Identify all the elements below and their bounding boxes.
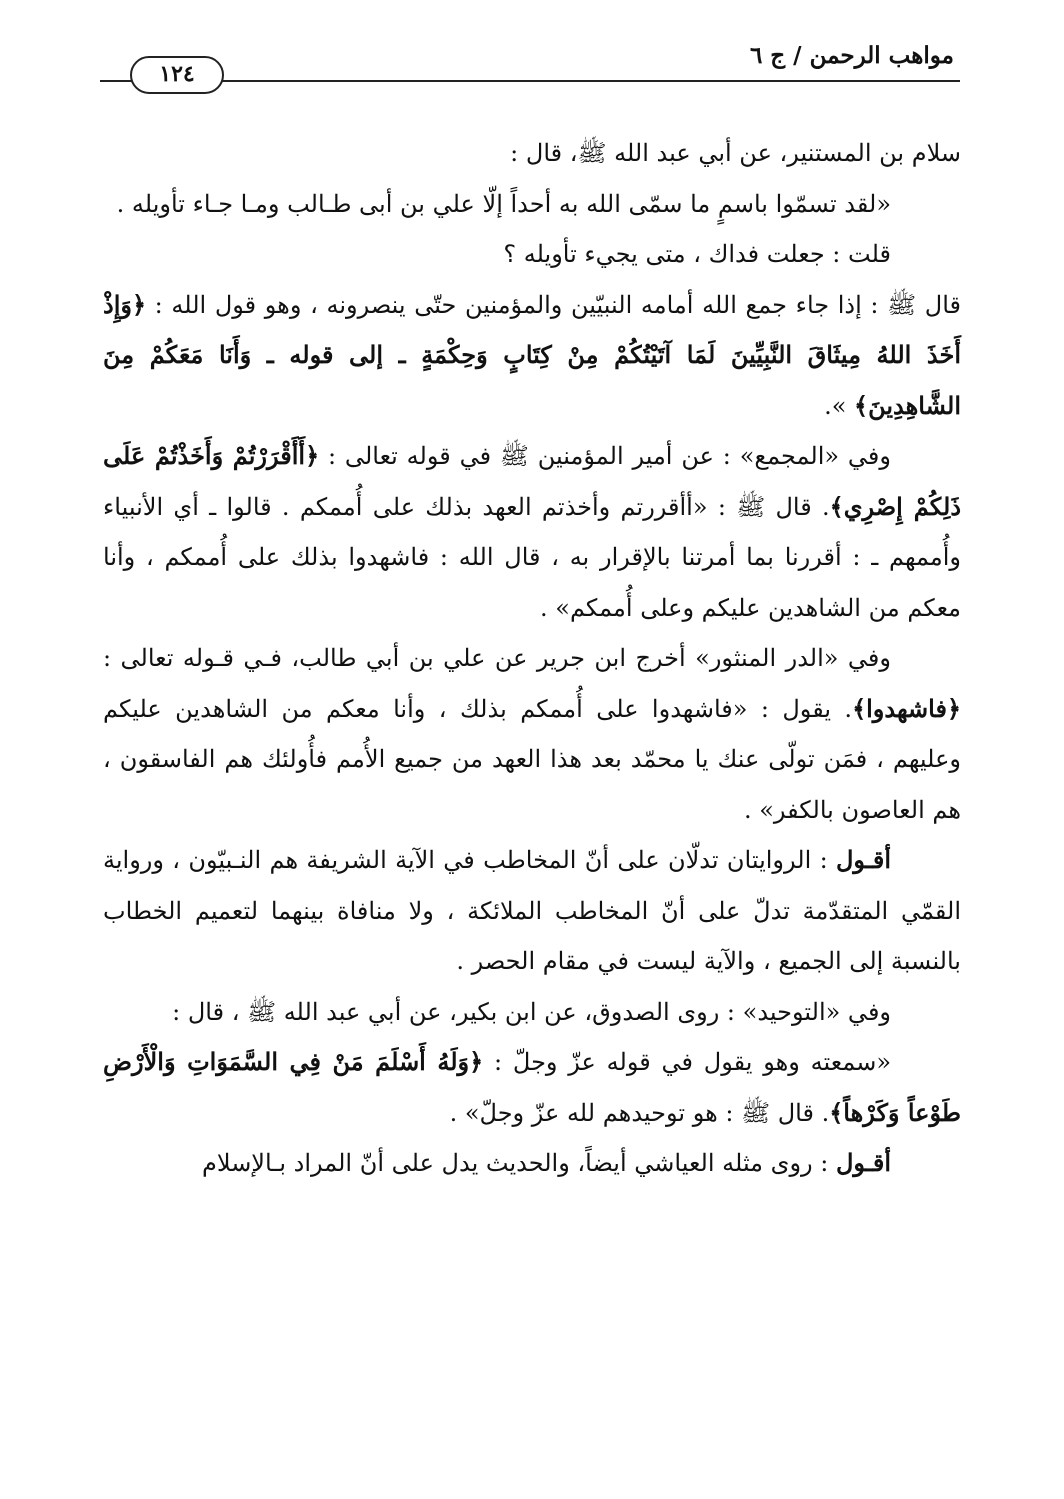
paragraph: [103, 229, 961, 280]
paragraph-text: «لقد تسمّوا باسمٍ ما سمّى الله به أحداً إلّا علي بن أبى طـالب ومـا جـاء تأويله .: [116, 189, 891, 218]
paragraph: [103, 179, 961, 230]
page-number: ١٢٤: [130, 56, 224, 94]
paragraph: [103, 987, 961, 1038]
paragraph-text: وفي «التوحيد» : روى الصدوق، عن ابن بكير، عن أبي عبد الله ﷺ ، قال :: [172, 997, 891, 1026]
paragraph-text: سلام بن المستنير، عن أبي عبد الله ﷺ، قال :: [510, 139, 961, 167]
paragraph-text: : روى مثله العياشي أيضاً، والحديث يدل على أنّ المراد بـالإسلام: [202, 1149, 836, 1177]
running-title: مواهب الرحمن / ج ٦: [749, 42, 954, 69]
paragraph: [103, 431, 961, 633]
paragraph: [103, 835, 961, 987]
paragraph: [103, 280, 961, 432]
paragraph-lead: أقـول: [835, 1148, 891, 1177]
paragraph-lead: أقـول: [835, 845, 891, 874]
paragraph-text: : الروايتان تدلّان على أنّ المخاطب في الآية الشريفة هم النـبيّون ، ورواية القمّي المتقدّمة تدلّ على أنّ المخاطب الملائكة ، ولا منافاة بينهما لتعميم الخطاب بالنسبة إلى الجميع ، والآية ليست في مقام الحصر .: [103, 846, 961, 975]
paragraph-text: «سمعته وهو يقول في قوله عزّ وجلّ :: [483, 1048, 892, 1076]
quran-verse: ﴿أَأَقْرَرْتُمْ وَأَخَذْتُمْ عَلَى ذَلِكُمْ إِصْرِي﴾: [103, 441, 962, 521]
paragraph-text: . قال ﷺ : هو توحيدهم لله عزّ وجلّ» .: [449, 1098, 830, 1127]
paragraph-text: . قال ﷺ : «أأقررتم وأخذتم العهد بذلك على أُممكم . قالوا ـ أي الأنبياء وأُممهم ـ : أقررنا بما أمرتنا بالإقرار به ، قال الله : فاشهدوا بذلك على أُممكم ، وأنا معكم من الشاهدين عليكم وعلى أُممكم» .: [103, 492, 961, 622]
paragraph-text: . يقول : «فاشهدوا على أُممكم بذلك ، وأنا معكم من الشاهدين عليكم وعليهم ، فمَن تولّى عنك يا محمّد بعد هذا العهد من جميع الأُمم فأُولئك هم الفاسقون ، هم العاصون بالكفر» .: [103, 694, 961, 824]
paragraph-text: وفي «الدر المنثور» أخرج ابن جرير عن علي بن أبي طالب، فـي قـوله تعالى :: [103, 644, 891, 672]
paragraph-text: قال ﷺ : إذا جاء جمع الله أمامه النبيّين والمؤمنين حتّى ينصرونه ، وهو قول الله :: [146, 290, 961, 319]
header-rule: [100, 80, 960, 82]
paragraph-text: وفي «المجمع» : عن أمير المؤمنين ﷺ في قوله تعالى :: [319, 442, 891, 470]
quran-verse: ﴿وَإِذْ أَخَذَ اللهُ مِيثَاقَ النَّبِيِّينَ لَمَا آتَيْتُكُمْ مِنْ كِتَابٍ وَحِكْمَةٍ ـ إلى قوله ـ وَأَنَا مَعَكُمْ مِنَ الشَّاهِدِينَ﴾: [103, 289, 962, 420]
quran-verse: ﴿وَلَهُ أَسْلَمَ مَنْ فِي السَّمَوَاتِ وَالْأَرْضِ طَوْعاً وَكَرْهاً﴾: [103, 1047, 961, 1127]
paragraph-text: ».: [824, 391, 855, 420]
paragraph-text: قلت : جعلت فداك ، متى يجيء تأويله ؟: [503, 240, 891, 268]
quran-verse: ﴿فاشهدوا﴾: [852, 693, 961, 723]
paragraph: [103, 1037, 961, 1138]
paragraph: [103, 1138, 961, 1189]
paragraph: [103, 633, 961, 835]
paragraph: [103, 128, 961, 179]
page-header: [100, 40, 960, 90]
page-body: [103, 128, 961, 1189]
